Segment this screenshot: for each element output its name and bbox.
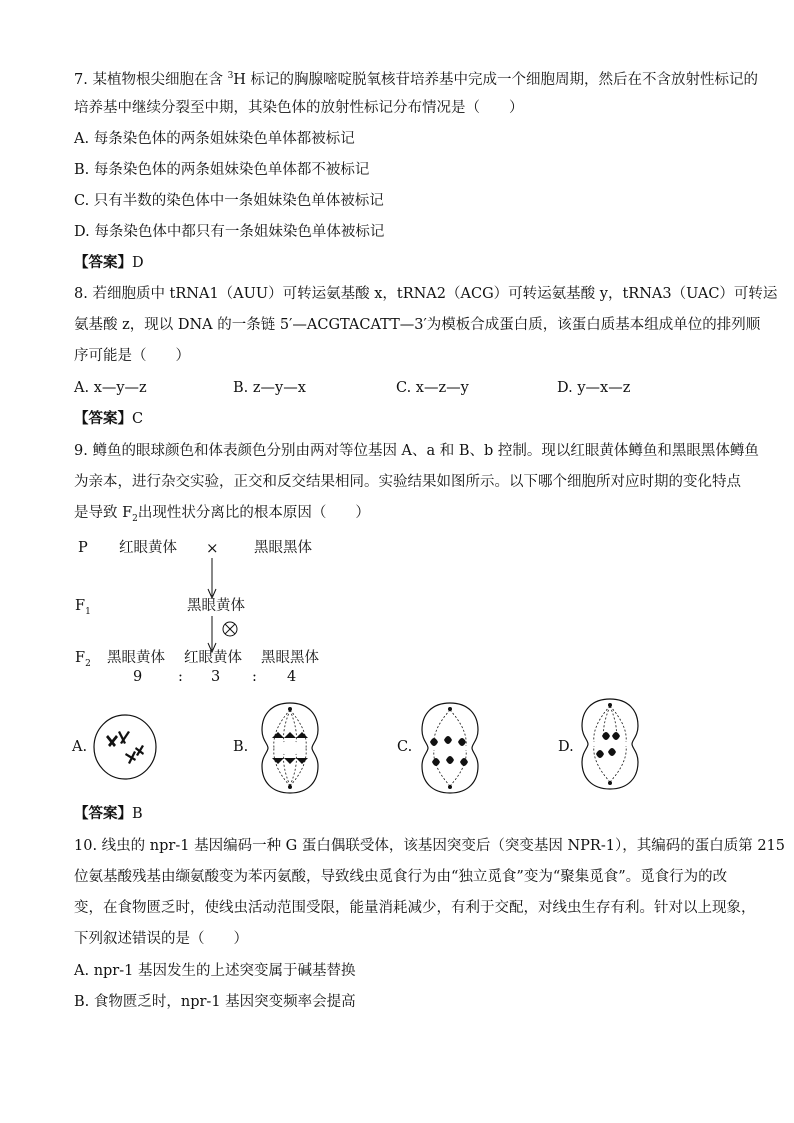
q7-stem-line2: 培养基中继续分裂至中期，其染色体的放射性标记分布情况是（ ） <box>74 100 524 116</box>
q7-option-a: A. 每条染色体的两条姐妹染色单体都被标记 <box>74 131 355 147</box>
cell-option-d-label: D. <box>558 739 574 755</box>
q8-answer: 【答案】C <box>74 411 144 427</box>
cell-c-icon <box>418 700 482 796</box>
cell-option-c-label: C. <box>397 739 413 755</box>
q8-option-c: C. x—z—y <box>396 380 469 396</box>
q10-stem-line1: 10. 线虫的 npr-1 基因编码一种 G 蛋白偶联受体，该基因突变后（突变基因 NPR-1），其编码的蛋白质第 215 <box>74 838 785 854</box>
q10-option-b: B. 食物匮乏时，npr-1 基因突变频率会提高 <box>74 994 356 1010</box>
f1-label: $F_1$ <box>75 598 91 617</box>
f2-phenotype-1: 黑眼黄体 <box>107 650 165 666</box>
selfing-symbol-icon <box>222 621 238 637</box>
q9-stem-line1: 9. 鳟鱼的眼球颜色和体表颜色分别由两对等位基因 A、a 和 B、b 控制。现以红眼黄体鳟鱼和黑眼黑体鳟鱼 <box>74 443 759 459</box>
q7-option-b: B. 每条染色体的两条姐妹染色单体都不被标记 <box>74 162 370 178</box>
ratio-4: 4 <box>287 669 297 685</box>
cell-option-a-label: A. <box>72 739 88 755</box>
q10-option-a: A. npr-1 基因发生的上述突变属于碱基替换 <box>74 963 356 979</box>
q7-option-c: C. 只有半数的染色体中一条姐妹染色单体被标记 <box>74 193 384 209</box>
q9-stem-line2: 为亲本，进行杂交实验，正交和反交结果相同。实验结果如图所示。以下哪个细胞所对应时期的变化特点 <box>74 474 741 490</box>
q7-option-d: D. 每条染色体中都只有一条姐妹染色单体被标记 <box>74 224 385 240</box>
q8-stem-line3: 序可能是（ ） <box>74 348 190 364</box>
ratio-colon-2: : <box>252 669 257 685</box>
q10-stem-line2: 位氨基酸残基由缬氨酸变为苯丙氨酸，导致线虫觅食行为由“独立觅食”变为“聚集觅食”。觅食行为的改 <box>74 869 728 885</box>
q8-option-d: D. y—x—z <box>557 380 631 396</box>
ratio-9: 9 <box>133 669 143 685</box>
cell-option-b-label: B. <box>233 739 249 755</box>
parent1-phenotype: 红眼黄体 <box>119 540 177 556</box>
q7-answer: 【答案】D <box>74 255 144 271</box>
cross-symbol: × <box>206 539 219 557</box>
q7-stem-line1: 7. 某植物根尖细胞在含 $^3$H 标记的胸腺嘧啶脱氧核苷培养基中完成一个细胞周期，然后在不含放射性标记的 <box>74 71 759 88</box>
q10-stem-line3: 变，在食物匮乏时，使线虫活动范围受限，能量消耗减少，有利于交配，对线虫生存有利。针对以上现象， <box>74 900 756 916</box>
cell-b-icon <box>258 700 322 796</box>
q10-stem-line4: 下列叙述错误的是（ ） <box>74 931 248 947</box>
ratio-colon-1: : <box>178 669 183 685</box>
q8-option-b: B. z—y—x <box>233 380 306 396</box>
f2-phenotype-3: 黑眼黑体 <box>261 650 319 666</box>
q8-option-a: A. x—y—z <box>74 380 147 396</box>
ratio-3: 3 <box>211 669 221 685</box>
f1-phenotype: 黑眼黄体 <box>187 598 245 614</box>
q8-stem-line2: 氨基酸 z，现以 DNA 的一条链 5′—ACGTACATT—3′为模板合成蛋白质，该蛋白质基本组成单位的排列顺 <box>74 317 761 333</box>
q9-stem-line3: 是导致 $F_2$出现性状分离比的根本原因（ ） <box>74 505 370 524</box>
cell-a-icon <box>92 713 158 781</box>
parent2-phenotype: 黑眼黑体 <box>254 540 312 556</box>
f2-label: $F_2$ <box>75 650 91 669</box>
q8-stem-line1: 8. 若细胞质中 tRNA1（AUU）可转运氨基酸 x，tRNA2（ACG）可转运氨基酸 y，tRNA3（UAC）可转运 <box>74 286 778 302</box>
f2-phenotype-2: 红眼黄体 <box>184 650 242 666</box>
p-label: P <box>78 540 88 556</box>
q9-answer: 【答案】B <box>74 806 143 822</box>
cell-d-icon <box>578 696 642 792</box>
